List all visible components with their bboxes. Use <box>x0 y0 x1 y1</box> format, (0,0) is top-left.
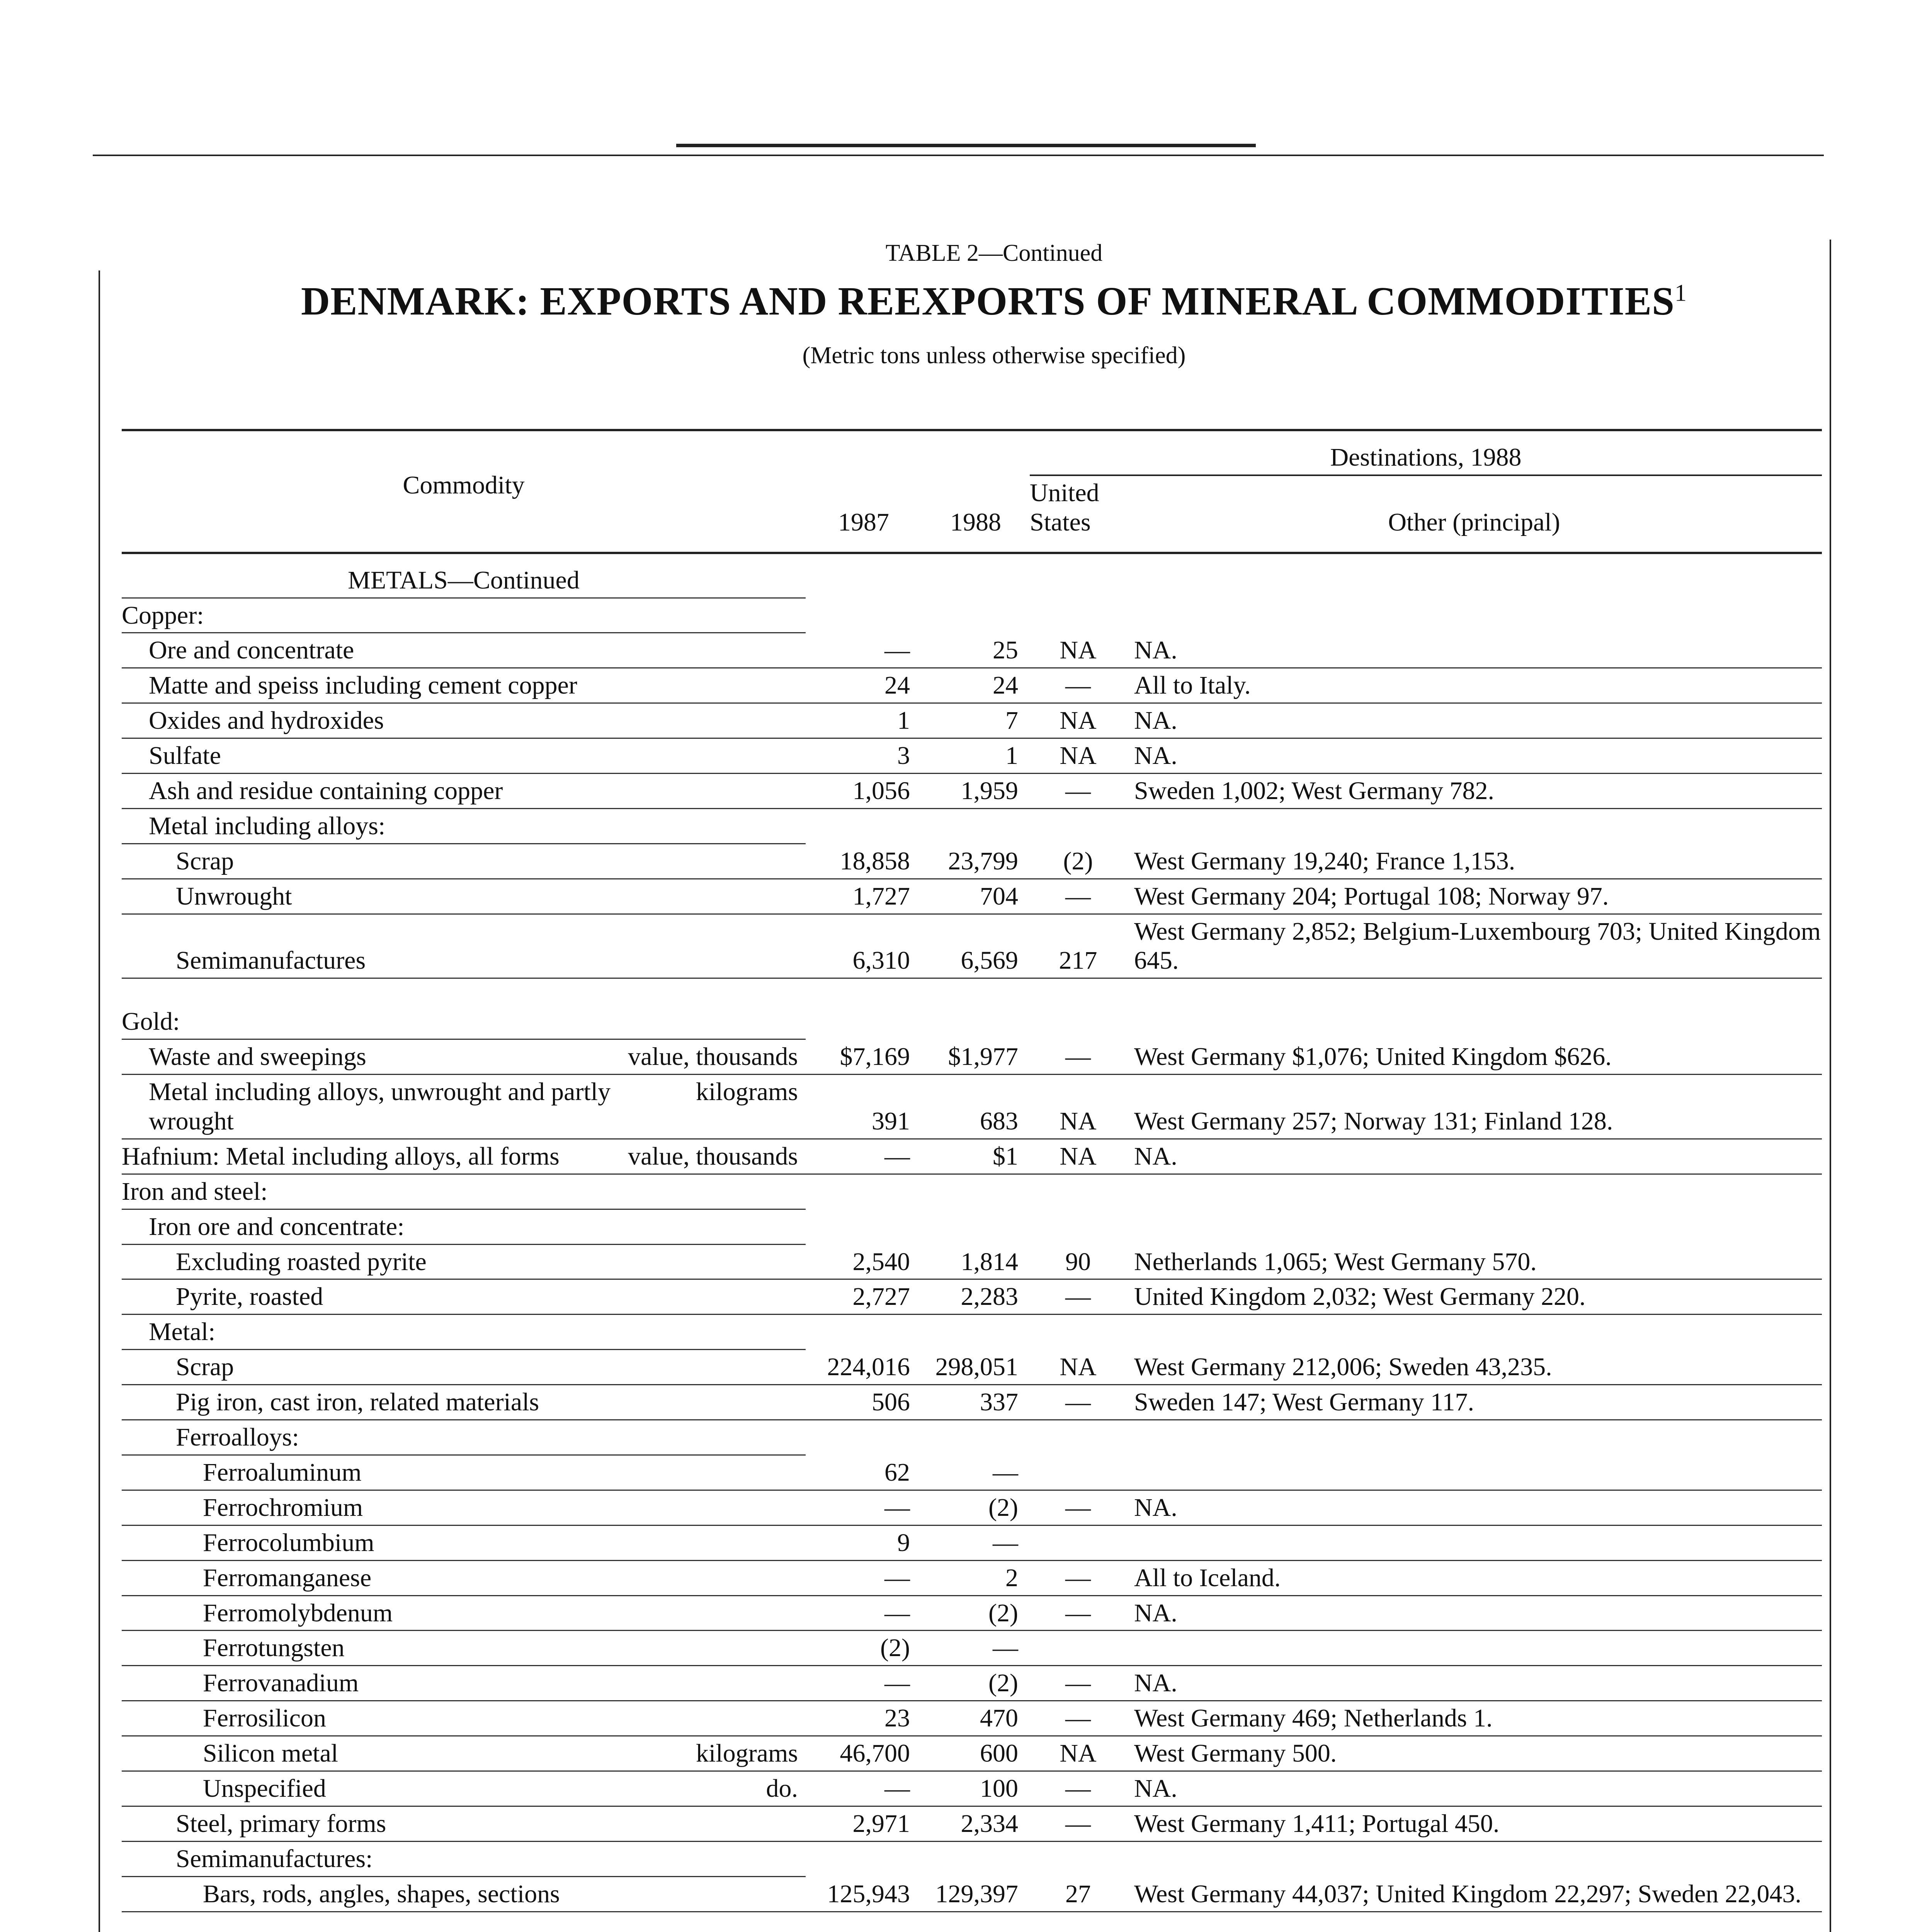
value-united-states: — <box>1030 668 1126 703</box>
commodity-label: Scrap <box>176 847 234 875</box>
value-1987 <box>806 598 922 633</box>
table-row <box>122 1631 1822 1666</box>
value-other-principal: West Germany 204; Portugal 108; Norway 97. <box>1126 879 1822 914</box>
commodity-label: Ferrocolumbium <box>203 1528 374 1557</box>
commodity-cell <box>122 1631 806 1666</box>
value-united-states <box>1030 1315 1126 1350</box>
unit-spec: value, thousands <box>628 1142 798 1170</box>
value-united-states: NA <box>1030 1139 1126 1174</box>
group-row <box>122 1005 1822 1039</box>
unit-spec: do. <box>766 1774 798 1803</box>
top-rule-thin <box>93 155 1824 156</box>
table-row <box>122 1736 1822 1771</box>
commodity-cell <box>122 1806 806 1841</box>
value-1988: — <box>922 1455 1030 1490</box>
value-1988: 25 <box>922 633 1030 668</box>
value-1987: 62 <box>806 1455 922 1490</box>
commodity-label: Ore and concentrate <box>149 636 354 665</box>
value-1988 <box>922 1005 1030 1039</box>
commodity-cell <box>122 774 806 809</box>
commodity-cell <box>122 879 806 914</box>
value-united-states: — <box>1030 1666 1126 1701</box>
value-1987: — <box>806 1771 922 1806</box>
commodity-label: Bars, rods, angles, shapes, sections <box>203 1879 560 1908</box>
value-united-states: — <box>1030 1595 1126 1631</box>
commodity-cell <box>122 668 806 703</box>
table-row <box>122 844 1822 879</box>
value-1988: 337 <box>922 1385 1030 1420</box>
value-other-principal <box>1126 1420 1822 1455</box>
commodity-cell <box>122 1244 806 1279</box>
commodity-cell <box>122 1841 806 1876</box>
header-row-top <box>122 430 1822 475</box>
value-1987: 1,056 <box>806 774 922 809</box>
value-united-states: NA <box>1030 633 1126 668</box>
value-1988: 600 <box>922 1736 1030 1771</box>
value-united-states <box>1030 1005 1126 1039</box>
value-1988: 1,814 <box>922 1244 1030 1279</box>
value-other-principal: West Germany 469; Netherlands 1. <box>1126 1701 1822 1736</box>
commodity-cell <box>122 1560 806 1595</box>
unit-spec: kilograms <box>696 1739 798 1768</box>
value-1987: — <box>806 1139 922 1174</box>
table-row <box>122 879 1822 914</box>
value-1987: 1 <box>806 703 922 738</box>
commodity-label: Excluding roasted pyrite <box>176 1247 427 1276</box>
value-other-principal: NA. <box>1126 633 1822 668</box>
top-rule-thick <box>676 144 1256 147</box>
commodity-cell <box>122 1595 806 1631</box>
commodity-label: Silicon metal <box>203 1739 338 1768</box>
value-1988: 2 <box>922 1560 1030 1595</box>
table-row <box>122 738 1822 774</box>
value-1987 <box>806 1174 922 1209</box>
value-1988 <box>922 1420 1030 1455</box>
commodity-cell <box>122 914 806 978</box>
commodity-label: Unspecified <box>203 1774 326 1803</box>
value-1988: 2,334 <box>922 1806 1030 1841</box>
value-1987: 2,540 <box>806 1244 922 1279</box>
commodity-cell <box>122 703 806 738</box>
value-1988: (2) <box>922 1595 1030 1631</box>
table-row <box>122 1244 1822 1279</box>
unit-spec: value, thousands <box>628 1043 798 1071</box>
value-1988 <box>922 598 1030 633</box>
table-row <box>122 914 1822 978</box>
commodity-label: Ferromolybdenum <box>203 1599 393 1627</box>
table-row <box>122 1455 1822 1490</box>
value-1987: 3 <box>806 738 922 774</box>
value-other-principal <box>1126 1174 1822 1209</box>
value-1987 <box>806 808 922 844</box>
commodity-label: Metal including alloys, unwrought and partly wrought <box>149 1078 611 1136</box>
value-united-states: 90 <box>1030 1244 1126 1279</box>
table-row <box>122 1385 1822 1420</box>
value-other-principal: West Germany 44,037; United Kingdom 22,297; Sweden 22,043. <box>1126 1876 1822 1912</box>
commodity-cell <box>122 1666 806 1701</box>
value-1987: 9 <box>806 1525 922 1560</box>
value-1987: — <box>806 1666 922 1701</box>
value-1988: 683 <box>922 1075 1030 1139</box>
value-united-states: — <box>1030 879 1126 914</box>
value-1987: 18,858 <box>806 844 922 879</box>
exports-table <box>122 429 1822 1932</box>
value-united-states: NA <box>1030 1736 1126 1771</box>
table-row <box>122 668 1822 703</box>
value-other-principal <box>1126 1525 1822 1560</box>
value-other-principal: All to Italy. <box>1126 668 1822 703</box>
table-row <box>122 1350 1822 1385</box>
value-1987: — <box>806 1595 922 1631</box>
value-united-states <box>1030 1420 1126 1455</box>
value-other-principal: United Kingdom 2,032; West Germany 220. <box>1126 1279 1822 1315</box>
commodity-label: Scrap <box>176 1353 234 1381</box>
value-1988: 1 <box>922 738 1030 774</box>
value-united-states: — <box>1030 1385 1126 1420</box>
commodity-cell <box>122 1701 806 1736</box>
table-row <box>122 1771 1822 1806</box>
commodity-label: Oxides and hydroxides <box>149 706 384 735</box>
value-united-states <box>1030 1209 1126 1244</box>
value-other-principal: NA. <box>1126 1490 1822 1525</box>
value-1988: 2,283 <box>922 1279 1030 1315</box>
value-1988 <box>922 1841 1030 1876</box>
value-1987: — <box>806 1490 922 1525</box>
commodity-cell <box>122 1005 806 1039</box>
value-other-principal: NA. <box>1126 1771 1822 1806</box>
value-1987: 6,310 <box>806 914 922 978</box>
value-1987 <box>806 1005 922 1039</box>
value-united-states: — <box>1030 1771 1126 1806</box>
table-row <box>122 1560 1822 1595</box>
commodity-label: Metal: <box>149 1318 216 1346</box>
value-other-principal <box>1126 808 1822 844</box>
value-1988 <box>922 1174 1030 1209</box>
commodity-cell <box>122 1420 806 1455</box>
spacer-row <box>122 1912 1822 1932</box>
value-1988: (2) <box>922 1490 1030 1525</box>
commodity-label: Matte and speiss including cement copper <box>149 671 577 700</box>
table-label: TABLE 2—Continued <box>885 240 1103 266</box>
value-other-principal: West Germany 2,852; Belgium-Luxembourg 703; United Kingdom 645. <box>1126 914 1822 978</box>
commodity-cell <box>122 1455 806 1490</box>
value-1987: $7,169 <box>806 1039 922 1075</box>
value-1988: 6,569 <box>922 914 1030 978</box>
header-1987: 1987 <box>806 430 922 539</box>
value-1987: 46,700 <box>806 1736 922 1771</box>
value-1988: 129,397 <box>922 1876 1030 1912</box>
table-row <box>122 1525 1822 1560</box>
value-united-states: — <box>1030 1806 1126 1841</box>
table-row <box>122 633 1822 668</box>
commodity-cell <box>122 1876 806 1912</box>
value-1988: 7 <box>922 703 1030 738</box>
table-row <box>122 1279 1822 1315</box>
commodity-cell <box>122 1279 806 1315</box>
commodity-cell <box>122 808 806 844</box>
value-1988: (2) <box>922 1666 1030 1701</box>
value-1987: 391 <box>806 1075 922 1139</box>
value-1988: 100 <box>922 1771 1030 1806</box>
table-row <box>122 774 1822 809</box>
value-united-states: 217 <box>1030 914 1126 978</box>
value-1987: 224,016 <box>806 1350 922 1385</box>
value-1987 <box>806 1841 922 1876</box>
value-united-states: 27 <box>1030 1876 1126 1912</box>
value-1988: 298,051 <box>922 1350 1030 1385</box>
value-1987: (2) <box>806 1631 922 1666</box>
table-row <box>122 1039 1822 1075</box>
header-other: Other (principal) <box>1388 508 1560 536</box>
value-united-states: — <box>1030 1279 1126 1315</box>
value-united-states: (2) <box>1030 844 1126 879</box>
table-row <box>122 1701 1822 1736</box>
value-other-principal: West Germany 257; Norway 131; Finland 128. <box>1126 1075 1822 1139</box>
commodity-label: Hafnium: Metal including alloys, all forms <box>122 1142 560 1170</box>
value-1987: 23 <box>806 1701 922 1736</box>
value-1987: — <box>806 1560 922 1595</box>
spacer-row <box>122 978 1822 1005</box>
value-1988: $1,977 <box>922 1039 1030 1075</box>
value-united-states <box>1030 598 1126 633</box>
header-united-states: United States <box>1030 478 1099 536</box>
value-1988: 704 <box>922 879 1030 914</box>
table-row <box>122 1139 1822 1174</box>
commodity-cell <box>122 633 806 668</box>
value-other-principal: West Germany 500. <box>1126 1736 1822 1771</box>
value-other-principal: Netherlands 1,065; West Germany 570. <box>1126 1244 1822 1279</box>
left-margin-rule <box>99 270 100 1932</box>
value-1988 <box>922 1209 1030 1244</box>
value-other-principal: West Germany $1,076; United Kingdom $626. <box>1126 1039 1822 1075</box>
table-row <box>122 1595 1822 1631</box>
table-row <box>122 1806 1822 1841</box>
commodity-cell <box>122 1039 806 1075</box>
title-footnote-marker: 1 <box>1674 280 1687 306</box>
commodity-label: Ash and residue containing copper <box>149 777 503 805</box>
value-other-principal <box>1126 1209 1822 1244</box>
value-united-states: NA <box>1030 738 1126 774</box>
value-united-states: NA <box>1030 1075 1126 1139</box>
value-other-principal: West Germany 212,006; Sweden 43,235. <box>1126 1350 1822 1385</box>
value-united-states <box>1030 1174 1126 1209</box>
commodity-label: Copper: <box>122 601 204 629</box>
commodity-label: Metal including alloys: <box>149 811 386 840</box>
value-other-principal: West Germany 1,411; Portugal 450. <box>1126 1806 1822 1841</box>
section-heading-row <box>122 553 1822 598</box>
value-united-states <box>1030 808 1126 844</box>
table-row <box>122 1666 1822 1701</box>
commodity-label: Ferromanganese <box>203 1563 372 1592</box>
group-row <box>122 598 1822 633</box>
commodity-label: Iron ore and concentrate: <box>149 1212 405 1241</box>
value-other-principal: Sweden 147; West Germany 117. <box>1126 1385 1822 1420</box>
value-other-principal <box>1126 598 1822 633</box>
value-1987 <box>806 1209 922 1244</box>
value-1987: 125,943 <box>806 1876 922 1912</box>
commodity-cell <box>122 1139 806 1174</box>
header-commodity: Commodity <box>122 430 806 539</box>
value-1987: — <box>806 633 922 668</box>
commodity-cell <box>122 598 806 633</box>
commodity-cell <box>122 1525 806 1560</box>
value-united-states: NA <box>1030 1350 1126 1385</box>
value-1988 <box>922 1315 1030 1350</box>
table-row <box>122 1876 1822 1912</box>
value-1988: — <box>922 1525 1030 1560</box>
header-destinations: Destinations, 1988 <box>1030 430 1822 475</box>
commodity-label: Semimanufactures <box>176 946 366 975</box>
commodity-cell <box>122 1350 806 1385</box>
commodity-cell <box>122 1736 806 1771</box>
value-other-principal: West Germany 19,240; France 1,153. <box>1126 844 1822 879</box>
value-1987: 2,971 <box>806 1806 922 1841</box>
value-united-states: — <box>1030 774 1126 809</box>
value-1988 <box>922 808 1030 844</box>
section-heading: METALS—Continued <box>122 553 806 598</box>
commodity-label: Ferrotungsten <box>203 1634 345 1662</box>
commodity-cell <box>122 1385 806 1420</box>
value-1988: 1,959 <box>922 774 1030 809</box>
value-other-principal: Sweden 1,002; West Germany 782. <box>1126 774 1822 809</box>
commodity-label: Semimanufactures: <box>176 1844 373 1873</box>
value-1988: — <box>922 1631 1030 1666</box>
commodity-cell <box>122 844 806 879</box>
commodity-label: Pig iron, cast iron, related materials <box>176 1388 539 1417</box>
group-row <box>122 1315 1822 1350</box>
header-row-bottom <box>122 539 1822 553</box>
right-margin-rule <box>1830 240 1831 1932</box>
group-row <box>122 1209 1822 1244</box>
value-1987: 1,727 <box>806 879 922 914</box>
commodity-cell <box>122 1771 806 1806</box>
value-united-states <box>1030 1841 1126 1876</box>
table-title-text: DENMARK: EXPORTS AND REEXPORTS OF MINERAL COMMODITIES <box>301 279 1675 323</box>
table-row <box>122 703 1822 738</box>
commodity-cell <box>122 1490 806 1525</box>
unit-spec: kilograms <box>696 1078 798 1106</box>
commodity-cell <box>122 738 806 774</box>
value-other-principal: All to Iceland. <box>1126 1560 1822 1595</box>
value-other-principal: NA. <box>1126 1139 1822 1174</box>
value-1987: 506 <box>806 1385 922 1420</box>
value-other-principal: NA. <box>1126 738 1822 774</box>
value-united-states: — <box>1030 1701 1126 1736</box>
value-other-principal: NA. <box>1126 703 1822 738</box>
commodity-label: Ferroalloys: <box>176 1423 299 1452</box>
commodity-cell <box>122 1174 806 1209</box>
group-row <box>122 1420 1822 1455</box>
value-1988: $1 <box>922 1139 1030 1174</box>
commodity-label: Iron and steel: <box>122 1177 268 1206</box>
commodity-cell <box>122 1075 806 1139</box>
value-united-states: — <box>1030 1039 1126 1075</box>
commodity-label: Unwrought <box>176 882 292 910</box>
value-other-principal <box>1126 1631 1822 1666</box>
commodity-label: Ferroaluminum <box>203 1458 362 1486</box>
value-united-states <box>1030 1525 1126 1560</box>
table-title <box>0 278 1932 324</box>
group-row <box>122 1174 1822 1209</box>
commodity-label: Waste and sweepings <box>149 1043 366 1071</box>
commodity-label: Ferrochromium <box>203 1493 363 1522</box>
value-other-principal: NA. <box>1126 1666 1822 1701</box>
value-united-states: NA <box>1030 703 1126 738</box>
value-1988: 470 <box>922 1701 1030 1736</box>
commodity-label: Gold: <box>122 1007 180 1036</box>
group-row <box>122 1841 1822 1876</box>
table-units: (Metric tons unless otherwise specified) <box>802 342 1186 369</box>
header-1988: 1988 <box>922 430 1030 539</box>
value-other-principal <box>1126 1455 1822 1490</box>
value-1988: 24 <box>922 668 1030 703</box>
table-row <box>122 1075 1822 1139</box>
group-row <box>122 808 1822 844</box>
value-other-principal <box>1126 1841 1822 1876</box>
commodity-label: Pyrite, roasted <box>176 1282 323 1311</box>
value-1987: 24 <box>806 668 922 703</box>
value-other-principal: NA. <box>1126 1595 1822 1631</box>
commodity-label: Ferrosilicon <box>203 1704 326 1733</box>
value-other-principal <box>1126 1005 1822 1039</box>
value-other-principal <box>1126 1315 1822 1350</box>
table-row <box>122 1490 1822 1525</box>
value-united-states: — <box>1030 1560 1126 1595</box>
commodity-cell <box>122 1209 806 1244</box>
value-1987: 2,727 <box>806 1279 922 1315</box>
commodity-cell <box>122 1315 806 1350</box>
value-united-states <box>1030 1631 1126 1666</box>
commodity-label: Ferrovanadium <box>203 1669 359 1697</box>
value-united-states <box>1030 1455 1126 1490</box>
commodity-label: Sulfate <box>149 742 221 770</box>
value-1988: 23,799 <box>922 844 1030 879</box>
value-united-states: — <box>1030 1490 1126 1525</box>
value-1987 <box>806 1420 922 1455</box>
value-1987 <box>806 1315 922 1350</box>
commodity-label: Steel, primary forms <box>176 1809 386 1838</box>
